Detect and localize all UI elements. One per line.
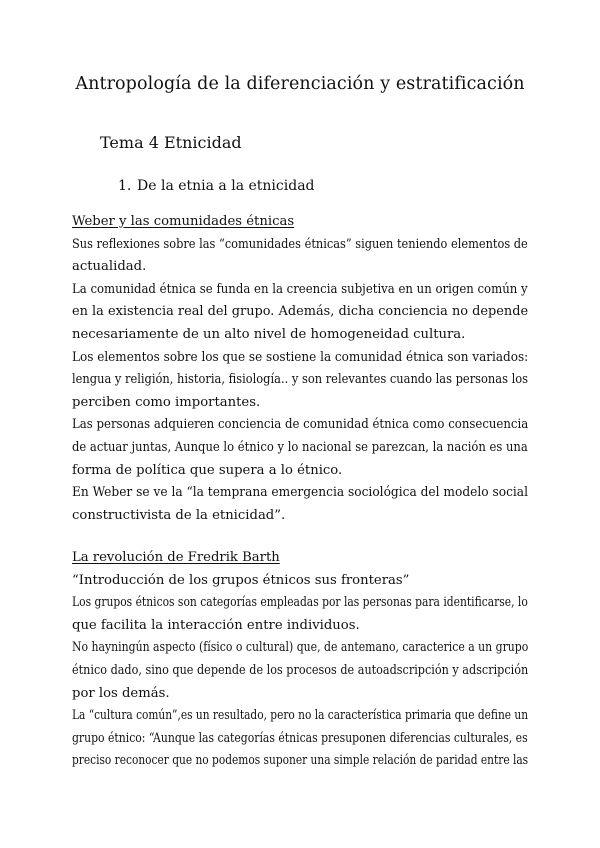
paragraph-line: necesariamente de un alto nivel de homogeneidad cultura. (72, 326, 466, 342)
paragraph-line: en la existencia real del grupo. Además, dicha conciencia no depende (72, 304, 529, 320)
paragraph-line: En Weber se ve la “la temprana emergencia sociológica del modelo social (72, 485, 528, 501)
paragraph-line: No hayningún aspecto (físico o cultural) que, de antemano, caracterice a un grupo (72, 640, 529, 656)
section-heading: Weber y las comunidades étnicas (72, 214, 295, 229)
page-title: Antropología de la diferenciación y estratificación (75, 74, 525, 94)
paragraph-line: lengua y religión, historia, fisiología.. y son relevantes cuando las personas los (72, 372, 529, 388)
paragraph-line: Los elementos sobre los que se sostiene la comunidad étnica son variados: (72, 349, 529, 365)
paragraph-line: forma de política que supera a lo étnico. (72, 462, 343, 478)
paragraph-line: Los grupos étnicos son categorías empleadas por las personas para identificarse, lo (72, 595, 528, 611)
paragraph-line: constructivista de la etnicidad”. (72, 507, 286, 523)
paragraph-line: perciben como importantes. (72, 394, 261, 410)
section-weber (72, 211, 528, 527)
paragraph-line: actualidad. (72, 259, 147, 275)
numbered-list-item (118, 178, 315, 194)
section-barth (72, 547, 528, 773)
section-heading: La revolución de Fredrik Barth (72, 550, 280, 565)
paragraph-line: “Introducción de los grupos étnicos sus fronteras” (72, 572, 410, 588)
page-subtitle: Tema 4 Etnicidad (100, 133, 242, 152)
list-item-text: De la etnia a la etnicidad (137, 178, 315, 194)
paragraph-line: grupo étnico: “Aunque las categorías étnicas presuponen diferencias culturales, es (72, 730, 528, 746)
paragraph-line: Las personas adquieren conciencia de comunidad étnica como consecuencia (72, 417, 529, 433)
paragraph-line: Sus reflexiones sobre las “comunidades étnicas” siguen teniendo elementos de (72, 236, 528, 252)
paragraph-line: La “cultura común”,es un resultado, pero no la característica primaria que define un (72, 708, 529, 724)
paragraph-line: La comunidad étnica se funda en la creencia subjetiva en un origen común y (72, 281, 528, 297)
paragraph-line: de actuar juntas, Aunque lo étnico y lo nacional se parezcan, la nación es una (72, 439, 528, 455)
paragraph-line: preciso reconocer que no podemos suponer una simple relación de paridad entre las (72, 753, 529, 769)
paragraph-line: por los demás. (72, 685, 170, 701)
paragraph-line: que facilita la interacción entre individuos. (72, 617, 360, 633)
list-item-number: 1. (118, 178, 132, 194)
paragraph-line: étnico dado, sino que depende de los procesos de autoadscripción y adscripción (72, 662, 529, 678)
